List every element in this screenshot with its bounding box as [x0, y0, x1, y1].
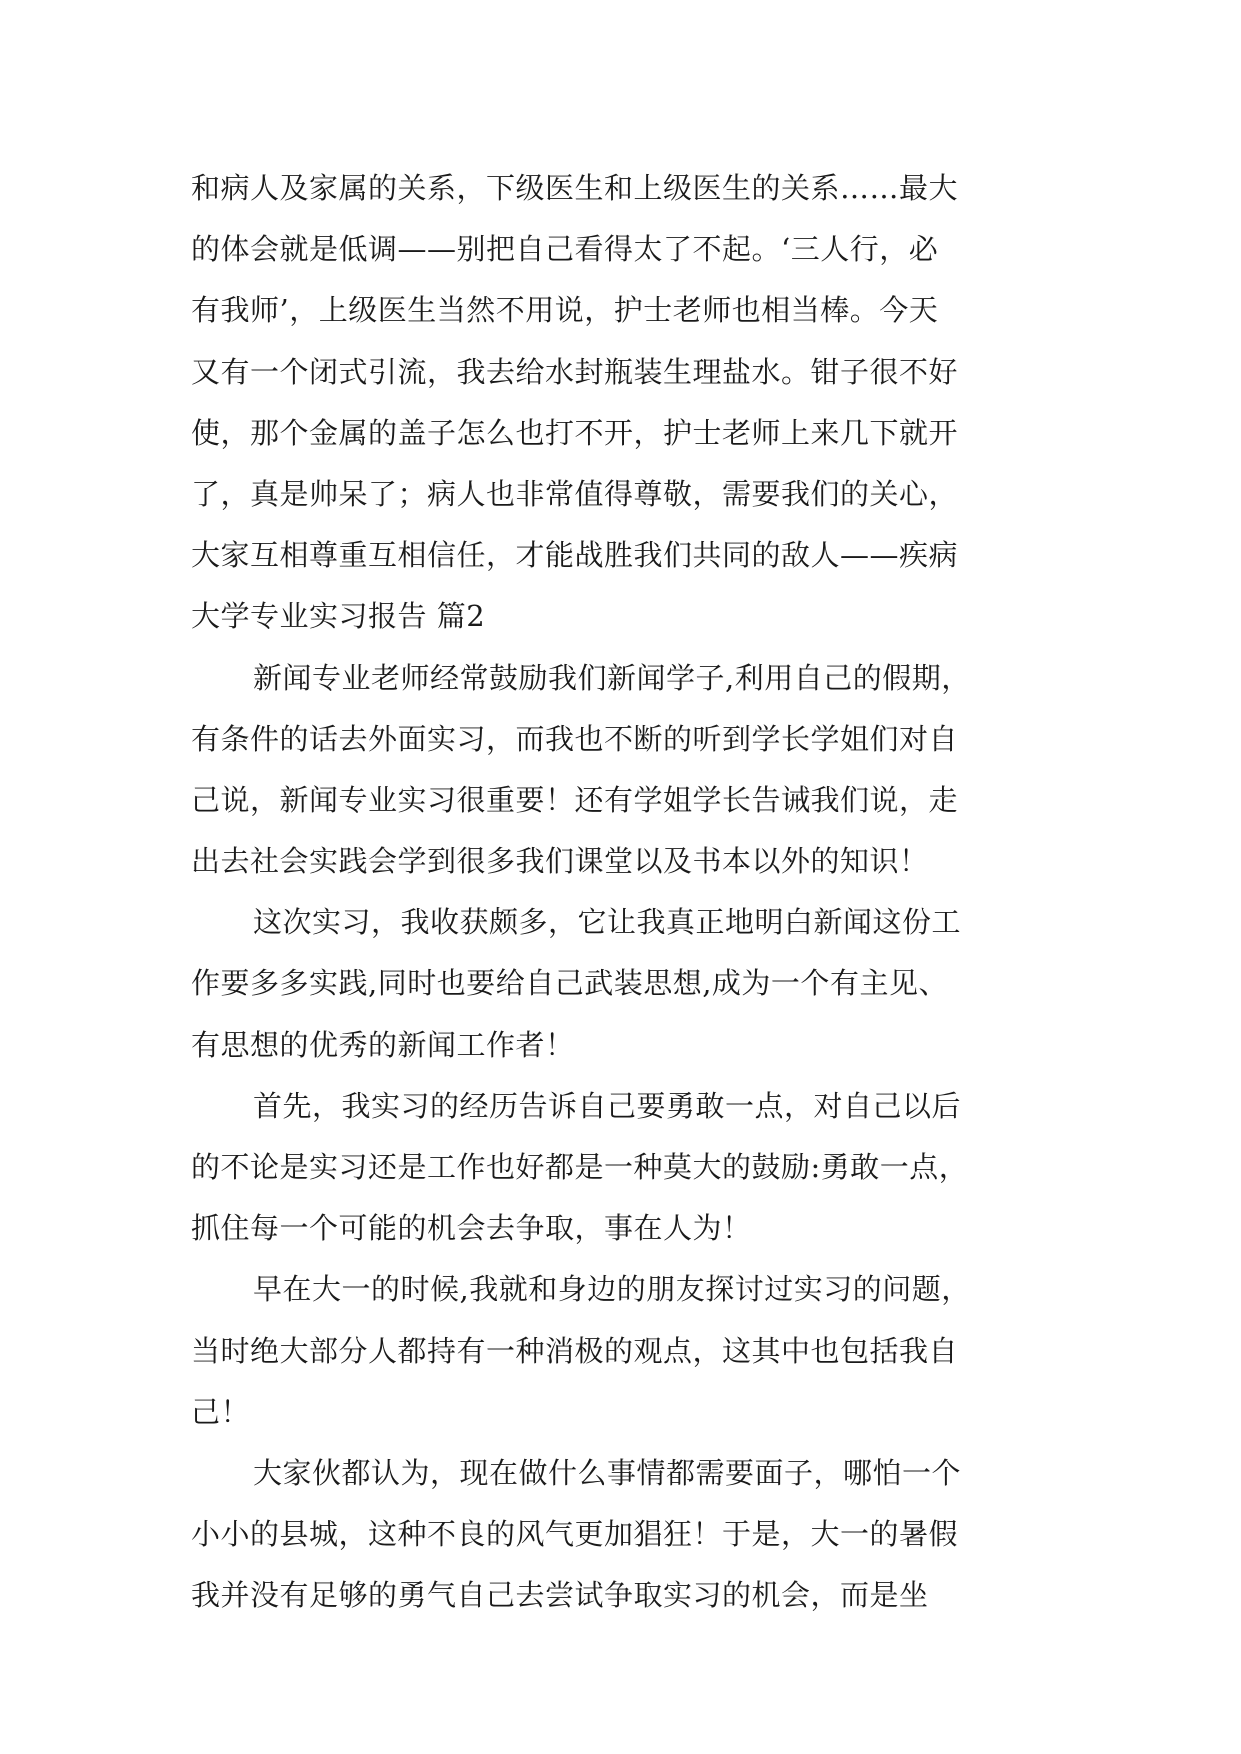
- text-line: 当时绝大部分人都持有一种消极的观点，这其中也包括我自: [191, 1333, 959, 1368]
- text-line: 和病人及家属的关系，下级医生和上级医生的关系……最大: [191, 171, 959, 205]
- text-line: 抓住每一个可能的机会去争取，事在人为！: [191, 1211, 752, 1246]
- text-line: 己！: [191, 1394, 251, 1429]
- text-line: 的体会就是低调——别把自己看得太了不起。‘三人行，必: [191, 232, 939, 267]
- text-line: 又有一个闭式引流，我去给水封瓶装生理盐水。钳子很不好: [191, 354, 959, 389]
- text-line: 己说，新闻专业实习很重要！还有学姐学长告诫我们说，走: [191, 782, 959, 817]
- document-body: [191, 158, 1053, 1627]
- text-line: 我并没有足够的勇气自己去尝试争取实习的机会，而是坐: [191, 1578, 929, 1613]
- section-heading: 大学专业实习报告 篇2: [191, 599, 486, 634]
- text-line: 大家伙都认为，现在做什么事情都需要面子，哪怕一个: [253, 1455, 962, 1490]
- text-line: 早在大一的时候,我就和身边的朋友探讨过实习的问题，: [253, 1272, 971, 1307]
- text-line: 了，真是帅呆了；病人也非常值得尊敬，需要我们的关心，: [191, 476, 959, 511]
- text-line: 大家互相尊重互相信任，才能战胜我们共同的敌人——疾病: [191, 538, 959, 573]
- text-line: 首先，我实习的经历告诉自己要勇敢一点，对自己以后: [253, 1088, 962, 1123]
- text-line: 有我师’，上级医生当然不用说，护士老师也相当棒。今天: [191, 293, 939, 328]
- text-line: 这次实习，我收获颇多，它让我真正地明白新闻这份工: [253, 905, 962, 940]
- text-line: 出去社会实践会学到很多我们课堂以及书本以外的知识！: [191, 844, 929, 879]
- text-line: 有条件的话去外面实习，而我也不断的听到学长学姐们对自: [191, 721, 959, 756]
- text-line: 有思想的优秀的新闻工作者！: [191, 1027, 575, 1062]
- text-line: 新闻专业老师经常鼓励我们新闻学子,利用自己的假期，: [253, 660, 971, 695]
- text-line: 的不论是实习还是工作也好都是一种莫大的鼓励:勇敢一点，: [191, 1150, 969, 1184]
- text-line: 小小的县城，这种不良的风气更加猖狂！于是，大一的暑假: [191, 1517, 959, 1552]
- text-line: 使，那个金属的盖子怎么也打不开，护士老师上来几下就开: [191, 415, 959, 450]
- text-line: 作要多多实践,同时也要给自己武装思想,成为一个有主见、: [191, 966, 948, 1001]
